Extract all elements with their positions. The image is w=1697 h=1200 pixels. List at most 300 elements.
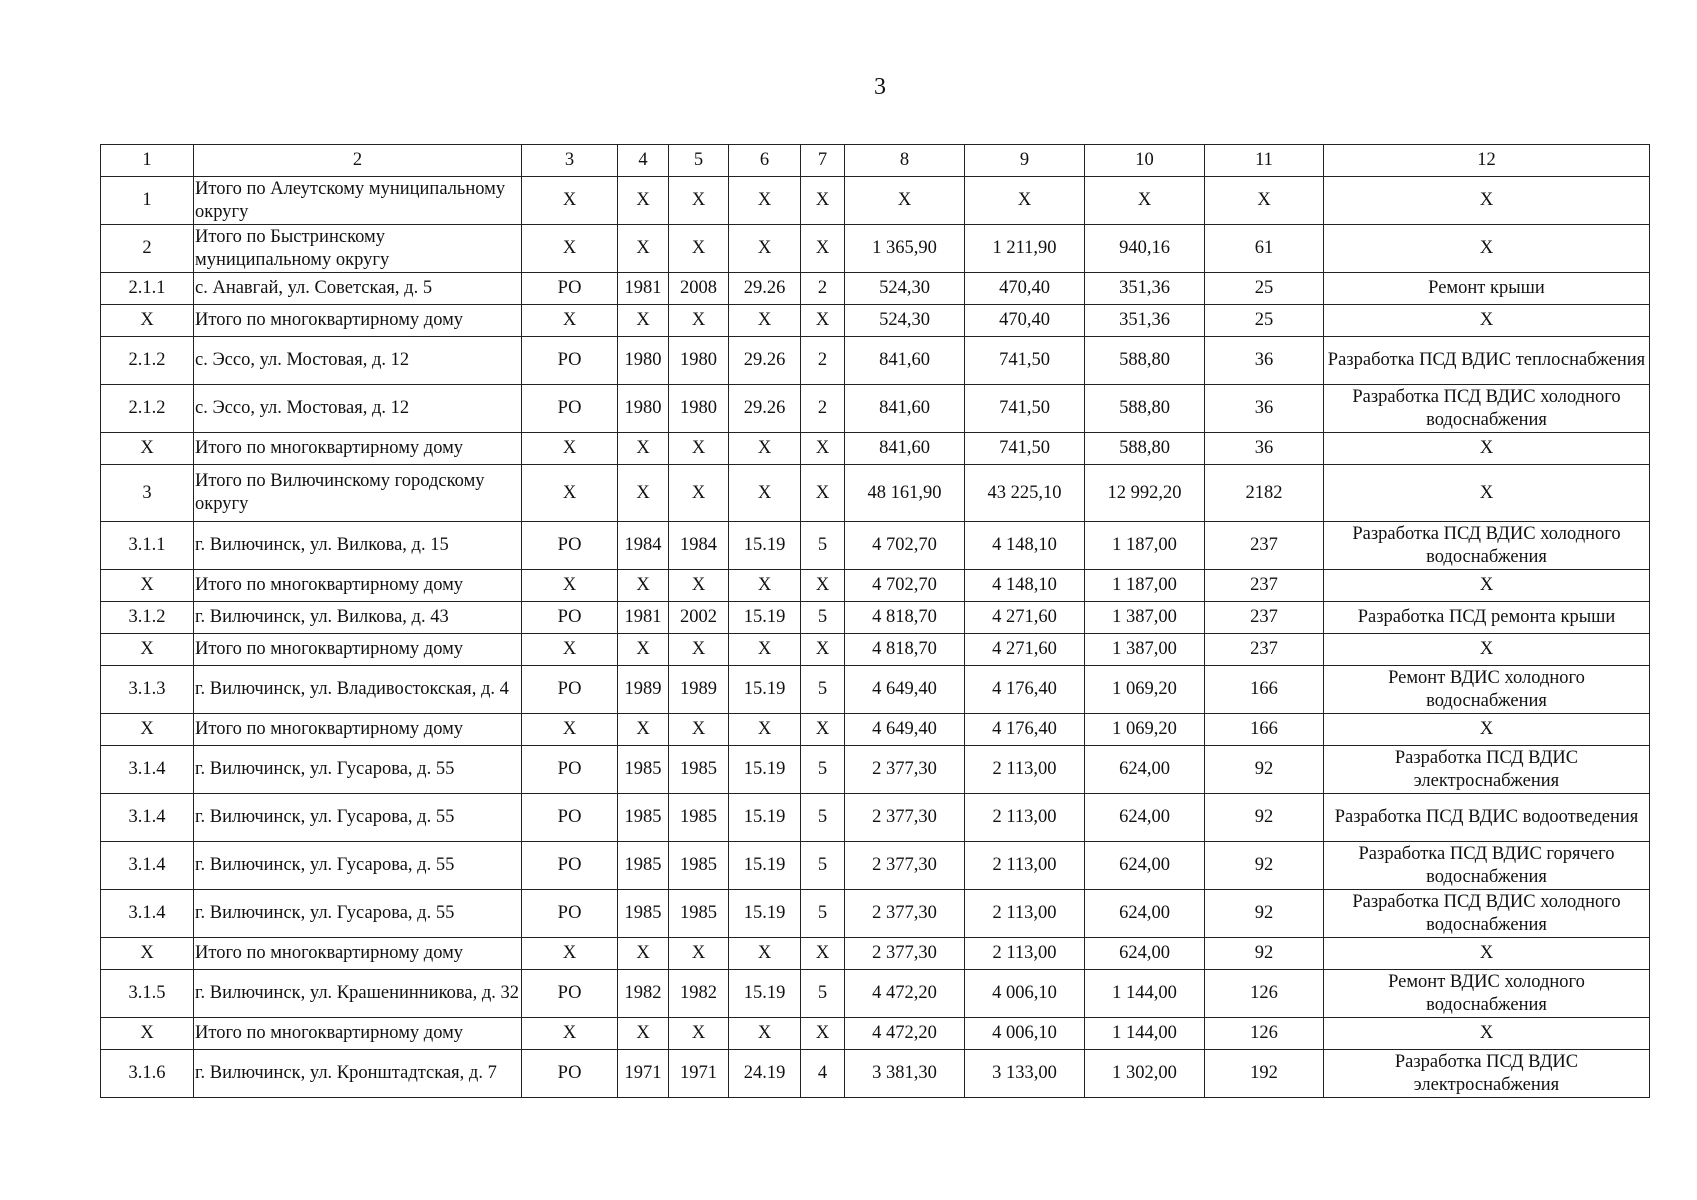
cell-col-11: 126 — [1205, 970, 1324, 1018]
cell-col-7: X — [801, 938, 845, 970]
cell-col-6: 15.19 — [729, 842, 801, 890]
cell-col-11: 92 — [1205, 938, 1324, 970]
cell-col-5: 1985 — [669, 890, 729, 938]
cell-col-11: 92 — [1205, 794, 1324, 842]
cell-col-2: с. Эссо, ул. Мостовая, д. 12 — [194, 385, 522, 433]
cell-col-6: 15.19 — [729, 746, 801, 794]
cell-col-8: 4 472,20 — [845, 970, 965, 1018]
cell-col-12: X — [1324, 177, 1650, 225]
cell-col-2: с. Анавгай, ул. Советская, д. 5 — [194, 273, 522, 305]
cell-col-12: X — [1324, 305, 1650, 337]
cell-col-8: 2 377,30 — [845, 794, 965, 842]
cell-col-9: 4 176,40 — [965, 714, 1085, 746]
cell-col-3: РО — [522, 890, 618, 938]
cell-col-4: 1985 — [618, 794, 669, 842]
cell-col-4: X — [618, 305, 669, 337]
cell-col-6: X — [729, 714, 801, 746]
table-row — [101, 225, 1650, 273]
table-row — [101, 465, 1650, 522]
table-row — [101, 634, 1650, 666]
cell-col-12: Разработка ПСД ВДИС горячего водоснабжения — [1324, 842, 1650, 890]
cell-col-2: Итого по Алеутскому муниципальному округу — [194, 177, 522, 225]
cell-col-8: 4 702,70 — [845, 522, 965, 570]
cell-col-2: г. Вилючинск, ул. Вилкова, д. 15 — [194, 522, 522, 570]
cell-col-12: X — [1324, 1018, 1650, 1050]
cell-col-11: 126 — [1205, 1018, 1324, 1050]
cell-col-3: РО — [522, 842, 618, 890]
cell-col-3: X — [522, 938, 618, 970]
cell-col-10: 588,80 — [1085, 433, 1205, 465]
cell-col-5: X — [669, 177, 729, 225]
table-row — [101, 842, 1650, 890]
cell-col-8: 48 161,90 — [845, 465, 965, 522]
cell-col-6: 15.19 — [729, 794, 801, 842]
cell-col-5: 1985 — [669, 842, 729, 890]
cell-col-5: X — [669, 570, 729, 602]
cell-col-3: РО — [522, 385, 618, 433]
table-row — [101, 794, 1650, 842]
cell-col-9: 4 006,10 — [965, 970, 1085, 1018]
cell-col-4: 1982 — [618, 970, 669, 1018]
cell-col-6: 24.19 — [729, 1050, 801, 1098]
cell-col-10: 351,36 — [1085, 273, 1205, 305]
cell-col-11: 166 — [1205, 714, 1324, 746]
cell-col-1: 2.1.2 — [101, 385, 194, 433]
cell-col-9: 2 113,00 — [965, 794, 1085, 842]
cell-col-6: X — [729, 225, 801, 273]
cell-col-9: X — [965, 177, 1085, 225]
cell-col-2: 2 — [194, 145, 522, 177]
cell-col-11: 25 — [1205, 305, 1324, 337]
table-row — [101, 746, 1650, 794]
cell-col-7: X — [801, 433, 845, 465]
cell-col-2: Итого по многоквартирному дому — [194, 433, 522, 465]
cell-col-3: РО — [522, 666, 618, 714]
cell-col-6: 29.26 — [729, 337, 801, 385]
cell-col-4: 1985 — [618, 842, 669, 890]
cell-col-7: X — [801, 570, 845, 602]
cell-col-9: 4 176,40 — [965, 666, 1085, 714]
cell-col-5: 2008 — [669, 273, 729, 305]
cell-col-1: 3.1.2 — [101, 602, 194, 634]
cell-col-10: 10 — [1085, 145, 1205, 177]
table-row — [101, 938, 1650, 970]
cell-col-10: 1 187,00 — [1085, 570, 1205, 602]
cell-col-9: 4 271,60 — [965, 602, 1085, 634]
cell-col-4: X — [618, 714, 669, 746]
cell-col-7: 2 — [801, 385, 845, 433]
cell-col-1: 3.1.1 — [101, 522, 194, 570]
cell-col-9: 4 006,10 — [965, 1018, 1085, 1050]
cell-col-3: X — [522, 1018, 618, 1050]
cell-col-9: 4 148,10 — [965, 570, 1085, 602]
cell-col-5: 1980 — [669, 385, 729, 433]
table-row — [101, 337, 1650, 385]
cell-col-8: 841,60 — [845, 433, 965, 465]
cell-col-4: X — [618, 634, 669, 666]
cell-col-4: 1980 — [618, 337, 669, 385]
cell-col-5: X — [669, 305, 729, 337]
cell-col-10: 1 144,00 — [1085, 1018, 1205, 1050]
cell-col-6: 15.19 — [729, 666, 801, 714]
cell-col-5: 1985 — [669, 794, 729, 842]
cell-col-10: 1 069,20 — [1085, 666, 1205, 714]
cell-col-9: 3 133,00 — [965, 1050, 1085, 1098]
cell-col-2: г. Вилючинск, ул. Гусарова, д. 55 — [194, 794, 522, 842]
cell-col-11: 237 — [1205, 634, 1324, 666]
cell-col-10: 588,80 — [1085, 337, 1205, 385]
cell-col-4: 1971 — [618, 1050, 669, 1098]
cell-col-8: 2 377,30 — [845, 938, 965, 970]
cell-col-12: Ремонт крыши — [1324, 273, 1650, 305]
cell-col-12: X — [1324, 714, 1650, 746]
cell-col-7: X — [801, 714, 845, 746]
cell-col-7: X — [801, 225, 845, 273]
cell-col-8: 524,30 — [845, 273, 965, 305]
cell-col-7: 5 — [801, 842, 845, 890]
cell-col-5: X — [669, 714, 729, 746]
cell-col-9: 741,50 — [965, 385, 1085, 433]
cell-col-1: X — [101, 570, 194, 602]
cell-col-3: РО — [522, 273, 618, 305]
cell-col-4: 1981 — [618, 273, 669, 305]
cell-col-4: 1985 — [618, 890, 669, 938]
cell-col-11: 92 — [1205, 746, 1324, 794]
cell-col-5: 1980 — [669, 337, 729, 385]
cell-col-2: Итого по многоквартирному дому — [194, 305, 522, 337]
cell-col-4: X — [618, 177, 669, 225]
cell-col-1: X — [101, 1018, 194, 1050]
cell-col-3: X — [522, 305, 618, 337]
cell-col-11: 92 — [1205, 842, 1324, 890]
cell-col-6: 15.19 — [729, 522, 801, 570]
cell-col-3: X — [522, 433, 618, 465]
cell-col-9: 2 113,00 — [965, 938, 1085, 970]
cell-col-6: 15.19 — [729, 970, 801, 1018]
cell-col-3: X — [522, 177, 618, 225]
cell-col-3: РО — [522, 602, 618, 634]
cell-col-10: 1 144,00 — [1085, 970, 1205, 1018]
cell-col-10: 1 302,00 — [1085, 1050, 1205, 1098]
cell-col-4: 1985 — [618, 746, 669, 794]
cell-col-8: X — [845, 177, 965, 225]
cell-col-11: 25 — [1205, 273, 1324, 305]
cell-col-3: 3 — [522, 145, 618, 177]
cell-col-10: X — [1085, 177, 1205, 225]
table-row — [101, 666, 1650, 714]
page-number: 3 — [874, 74, 886, 100]
cell-col-10: 12 992,20 — [1085, 465, 1205, 522]
cell-col-9: 2 113,00 — [965, 746, 1085, 794]
cell-col-3: РО — [522, 1050, 618, 1098]
cell-col-7: 4 — [801, 1050, 845, 1098]
cell-col-10: 1 387,00 — [1085, 634, 1205, 666]
cell-col-11: 92 — [1205, 890, 1324, 938]
cell-col-1: 3.1.4 — [101, 794, 194, 842]
cell-col-12: X — [1324, 634, 1650, 666]
cell-col-5: 1989 — [669, 666, 729, 714]
table-row — [101, 385, 1650, 433]
cell-col-2: г. Вилючинск, ул. Владивостокская, д. 4 — [194, 666, 522, 714]
cell-col-4: X — [618, 225, 669, 273]
cell-col-10: 351,36 — [1085, 305, 1205, 337]
cell-col-6: X — [729, 305, 801, 337]
cell-col-6: X — [729, 465, 801, 522]
cell-col-10: 1 387,00 — [1085, 602, 1205, 634]
cell-col-6: X — [729, 1018, 801, 1050]
table-row — [101, 305, 1650, 337]
cell-col-6: X — [729, 634, 801, 666]
cell-col-1: 3.1.3 — [101, 666, 194, 714]
cell-col-8: 524,30 — [845, 305, 965, 337]
cell-col-4: X — [618, 465, 669, 522]
cell-col-5: 5 — [669, 145, 729, 177]
cell-col-12: X — [1324, 465, 1650, 522]
table-row — [101, 522, 1650, 570]
cell-col-3: РО — [522, 337, 618, 385]
cell-col-9: 9 — [965, 145, 1085, 177]
cell-col-10: 1 187,00 — [1085, 522, 1205, 570]
cell-col-10: 940,16 — [1085, 225, 1205, 273]
cell-col-8: 4 472,20 — [845, 1018, 965, 1050]
cell-col-1: X — [101, 938, 194, 970]
cell-col-8: 2 377,30 — [845, 890, 965, 938]
cell-col-12: 12 — [1324, 145, 1650, 177]
cell-col-2: г. Вилючинск, ул. Кронштадтская, д. 7 — [194, 1050, 522, 1098]
cell-col-5: 1985 — [669, 746, 729, 794]
cell-col-2: Итого по многоквартирному дому — [194, 634, 522, 666]
cell-col-1: 3.1.6 — [101, 1050, 194, 1098]
cell-col-1: X — [101, 433, 194, 465]
cell-col-2: Итого по многоквартирному дому — [194, 570, 522, 602]
cell-col-12: X — [1324, 225, 1650, 273]
cell-col-11: 166 — [1205, 666, 1324, 714]
cell-col-5: X — [669, 433, 729, 465]
cell-col-11: 237 — [1205, 570, 1324, 602]
cell-col-1: 3.1.4 — [101, 746, 194, 794]
cell-col-8: 1 365,90 — [845, 225, 965, 273]
cell-col-3: X — [522, 570, 618, 602]
cell-col-9: 1 211,90 — [965, 225, 1085, 273]
cell-col-10: 624,00 — [1085, 890, 1205, 938]
table-row — [101, 1050, 1650, 1098]
cell-col-4: X — [618, 1018, 669, 1050]
cell-col-6: X — [729, 570, 801, 602]
cell-col-10: 1 069,20 — [1085, 714, 1205, 746]
cell-col-10: 624,00 — [1085, 746, 1205, 794]
cell-col-6: 15.19 — [729, 602, 801, 634]
table-row — [101, 602, 1650, 634]
cell-col-8: 4 702,70 — [845, 570, 965, 602]
cell-col-1: 3.1.4 — [101, 890, 194, 938]
cell-col-9: 741,50 — [965, 337, 1085, 385]
cell-col-7: X — [801, 305, 845, 337]
cell-col-11: 36 — [1205, 385, 1324, 433]
cell-col-7: 5 — [801, 666, 845, 714]
cell-col-8: 841,60 — [845, 385, 965, 433]
cell-col-7: 5 — [801, 970, 845, 1018]
cell-col-11: 192 — [1205, 1050, 1324, 1098]
table-row — [101, 1018, 1650, 1050]
cell-col-1: X — [101, 634, 194, 666]
cell-col-12: Разработка ПСД ВДИС водоотведения — [1324, 794, 1650, 842]
cell-col-11: 237 — [1205, 602, 1324, 634]
cell-col-10: 624,00 — [1085, 794, 1205, 842]
cell-col-9: 4 271,60 — [965, 634, 1085, 666]
cell-col-2: г. Вилючинск, ул. Вилкова, д. 43 — [194, 602, 522, 634]
cell-col-5: X — [669, 465, 729, 522]
cell-col-2: с. Эссо, ул. Мостовая, д. 12 — [194, 337, 522, 385]
table-row — [101, 177, 1650, 225]
cell-col-1: X — [101, 305, 194, 337]
cell-col-8: 4 649,40 — [845, 666, 965, 714]
table-row — [101, 714, 1650, 746]
cell-col-4: 1984 — [618, 522, 669, 570]
cell-col-5: 1971 — [669, 1050, 729, 1098]
cell-col-3: X — [522, 714, 618, 746]
cell-col-2: Итого по Быстринскому муниципальному округу — [194, 225, 522, 273]
cell-col-2: г. Вилючинск, ул. Гусарова, д. 55 — [194, 842, 522, 890]
cell-col-8: 8 — [845, 145, 965, 177]
cell-col-7: 5 — [801, 522, 845, 570]
cell-col-2: Итого по многоквартирному дому — [194, 938, 522, 970]
cell-col-7: 2 — [801, 273, 845, 305]
header-row — [101, 145, 1650, 177]
cell-col-12: Ремонт ВДИС холодного водоснабжения — [1324, 666, 1650, 714]
cell-col-4: 4 — [618, 145, 669, 177]
cell-col-5: X — [669, 938, 729, 970]
cell-col-3: X — [522, 634, 618, 666]
cell-col-2: г. Вилючинск, ул. Крашенинникова, д. 32 — [194, 970, 522, 1018]
cell-col-12: Разработка ПСД ремонта крыши — [1324, 602, 1650, 634]
cell-col-11: 2182 — [1205, 465, 1324, 522]
cell-col-12: X — [1324, 570, 1650, 602]
table-row — [101, 570, 1650, 602]
cell-col-9: 2 113,00 — [965, 842, 1085, 890]
cell-col-12: Ремонт ВДИС холодного водоснабжения — [1324, 970, 1650, 1018]
cell-col-8: 3 381,30 — [845, 1050, 965, 1098]
cell-col-9: 470,40 — [965, 273, 1085, 305]
cell-col-1: 2.1.2 — [101, 337, 194, 385]
cell-col-12: Разработка ПСД ВДИС теплоснабжения — [1324, 337, 1650, 385]
cell-col-8: 4 649,40 — [845, 714, 965, 746]
cell-col-1: 1 — [101, 177, 194, 225]
cell-col-11: 36 — [1205, 433, 1324, 465]
cell-col-5: 1984 — [669, 522, 729, 570]
cell-col-5: X — [669, 1018, 729, 1050]
cell-col-1: 3.1.5 — [101, 970, 194, 1018]
cell-col-6: 15.19 — [729, 890, 801, 938]
cell-col-2: Итого по Вилючинскому городскому округу — [194, 465, 522, 522]
cell-col-3: РО — [522, 522, 618, 570]
overhaul-register-table — [100, 144, 1650, 1098]
cell-col-11: 237 — [1205, 522, 1324, 570]
cell-col-7: X — [801, 634, 845, 666]
cell-col-8: 4 818,70 — [845, 602, 965, 634]
cell-col-9: 4 148,10 — [965, 522, 1085, 570]
cell-col-8: 4 818,70 — [845, 634, 965, 666]
cell-col-3: X — [522, 465, 618, 522]
cell-col-11: 11 — [1205, 145, 1324, 177]
cell-col-10: 588,80 — [1085, 385, 1205, 433]
cell-col-12: X — [1324, 433, 1650, 465]
cell-col-8: 2 377,30 — [845, 842, 965, 890]
cell-col-9: 43 225,10 — [965, 465, 1085, 522]
cell-col-9: 2 113,00 — [965, 890, 1085, 938]
cell-col-12: Разработка ПСД ВДИС холодного водоснабжения — [1324, 890, 1650, 938]
cell-col-10: 624,00 — [1085, 938, 1205, 970]
cell-col-12: Разработка ПСД ВДИС холодного водоснабжения — [1324, 522, 1650, 570]
cell-col-6: X — [729, 938, 801, 970]
cell-col-11: 36 — [1205, 337, 1324, 385]
cell-col-12: Разработка ПСД ВДИС электроснабжения — [1324, 746, 1650, 794]
cell-col-5: 1982 — [669, 970, 729, 1018]
cell-col-7: 5 — [801, 890, 845, 938]
cell-col-6: 6 — [729, 145, 801, 177]
cell-col-8: 841,60 — [845, 337, 965, 385]
cell-col-2: Итого по многоквартирному дому — [194, 1018, 522, 1050]
cell-col-5: X — [669, 225, 729, 273]
cell-col-7: 5 — [801, 602, 845, 634]
cell-col-10: 624,00 — [1085, 842, 1205, 890]
cell-col-6: 29.26 — [729, 385, 801, 433]
cell-col-9: 470,40 — [965, 305, 1085, 337]
cell-col-11: 61 — [1205, 225, 1324, 273]
cell-col-8: 2 377,30 — [845, 746, 965, 794]
cell-col-9: 741,50 — [965, 433, 1085, 465]
table-row — [101, 890, 1650, 938]
cell-col-1: 3.1.4 — [101, 842, 194, 890]
cell-col-1: X — [101, 714, 194, 746]
cell-col-7: 5 — [801, 746, 845, 794]
cell-col-7: 7 — [801, 145, 845, 177]
cell-col-7: 2 — [801, 337, 845, 385]
cell-col-6: 29.26 — [729, 273, 801, 305]
cell-col-7: X — [801, 177, 845, 225]
cell-col-4: 1980 — [618, 385, 669, 433]
cell-col-3: РО — [522, 970, 618, 1018]
cell-col-5: 2002 — [669, 602, 729, 634]
cell-col-1: 3 — [101, 465, 194, 522]
cell-col-6: X — [729, 177, 801, 225]
cell-col-7: X — [801, 1018, 845, 1050]
cell-col-2: г. Вилючинск, ул. Гусарова, д. 55 — [194, 890, 522, 938]
cell-col-4: X — [618, 938, 669, 970]
table-body — [101, 145, 1650, 1098]
cell-col-1: 2.1.1 — [101, 273, 194, 305]
cell-col-2: г. Вилючинск, ул. Гусарова, д. 55 — [194, 746, 522, 794]
cell-col-6: X — [729, 433, 801, 465]
cell-col-12: Разработка ПСД ВДИС электроснабжения — [1324, 1050, 1650, 1098]
cell-col-2: Итого по многоквартирному дому — [194, 714, 522, 746]
cell-col-3: X — [522, 225, 618, 273]
cell-col-4: 1981 — [618, 602, 669, 634]
table-row — [101, 970, 1650, 1018]
cell-col-12: X — [1324, 938, 1650, 970]
cell-col-12: Разработка ПСД ВДИС холодного водоснабжения — [1324, 385, 1650, 433]
cell-col-1: 2 — [101, 225, 194, 273]
cell-col-4: X — [618, 433, 669, 465]
cell-col-4: X — [618, 570, 669, 602]
cell-col-7: X — [801, 465, 845, 522]
cell-col-5: X — [669, 634, 729, 666]
cell-col-11: X — [1205, 177, 1324, 225]
cell-col-7: 5 — [801, 794, 845, 842]
cell-col-3: РО — [522, 794, 618, 842]
cell-col-3: РО — [522, 746, 618, 794]
table-row — [101, 433, 1650, 465]
table-row — [101, 273, 1650, 305]
